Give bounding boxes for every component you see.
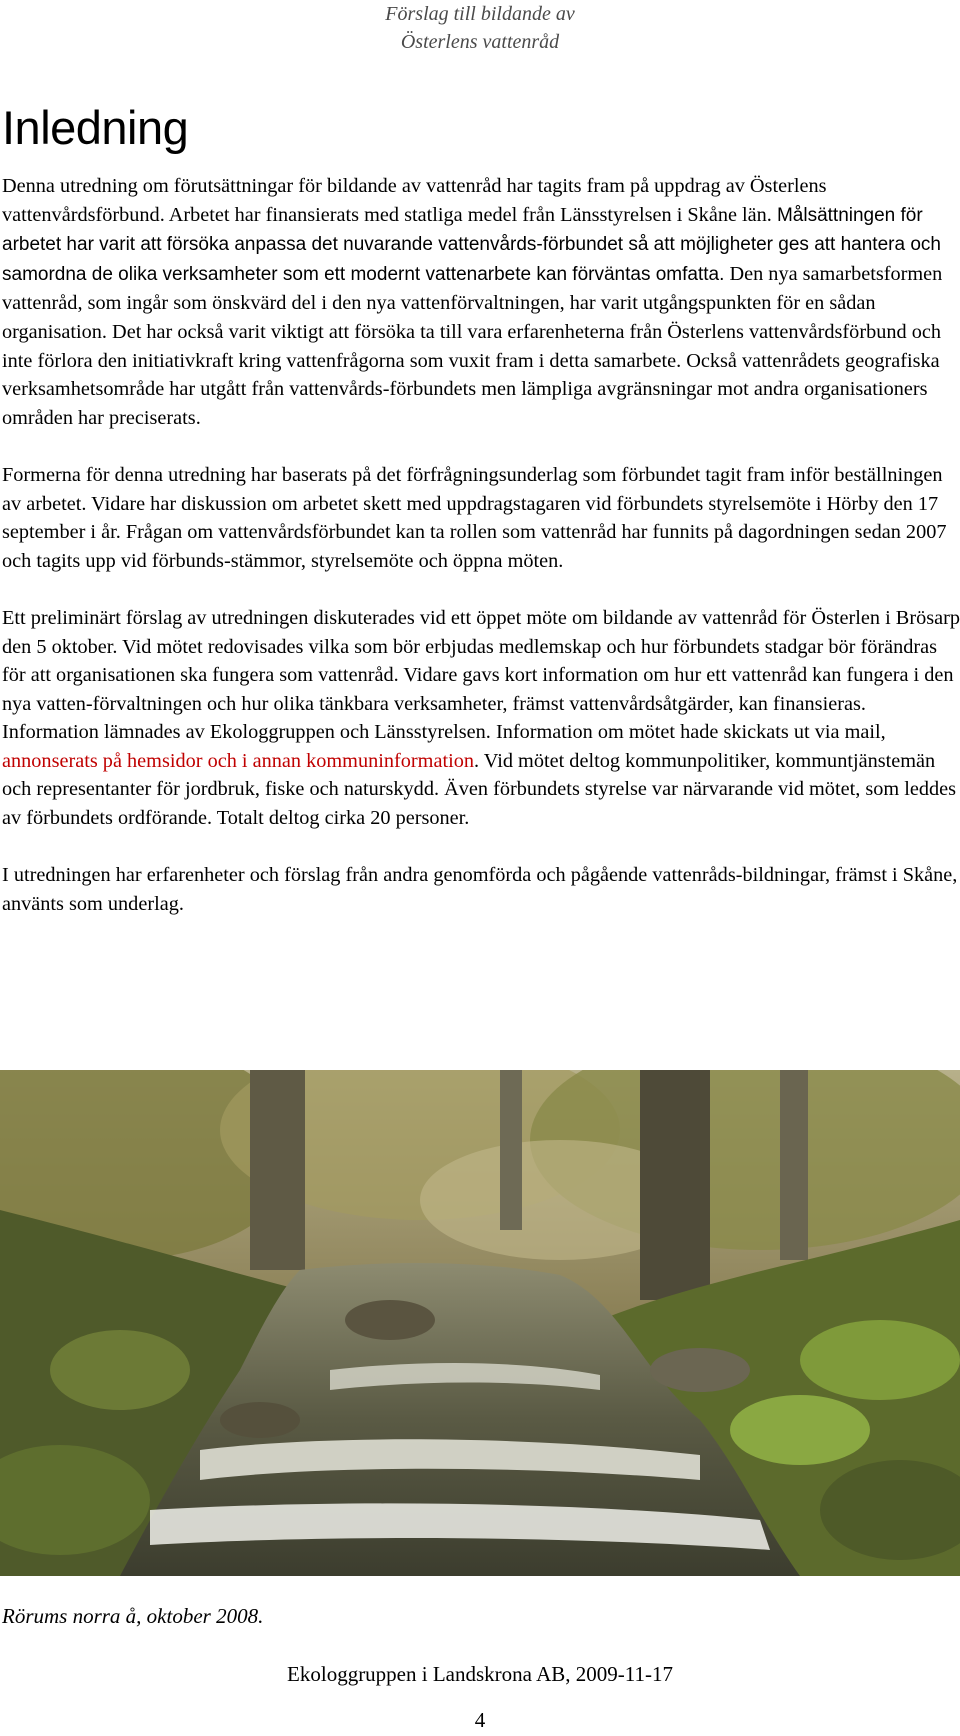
running-header <box>0 0 960 56</box>
header-line-1: Förslag till bildande av <box>385 3 575 25</box>
paragraph-intro <box>2 172 960 432</box>
paragraph-meeting <box>2 604 960 833</box>
stream-photo <box>0 1070 960 1576</box>
intro-sentence-4: Det har också varit viktigt att försöka ta till vara erfarenheterna från Österlens vattenvårdsförbund och inte förlora den initiativkraft kring vattenfrågorna som vuxit fram i detta samarbete. Också vattenrådets geografiska verksamhetsområde har utgått från vattenvårds-förbundets men lämpliga avgränsningar mot andra organisationers områden har preciserats. <box>2 320 941 429</box>
header-line-2: Österlens vattenråd <box>400 31 560 53</box>
intro-sentence-1: Denna utredning om förutsättningar för bildande av vattenråd har tagits fram på uppdrag av Österlens vattenvårdsförbund. Arbetet har finansierats med statliga medel från Länsstyrelsen i Skåne län. <box>2 175 827 226</box>
highlighted-text: annonserats på hemsidor och i annan kommuninformation <box>2 749 474 772</box>
intro-sentence-3: Den nya samarbetsformen vattenråd, som ingår som önskvärd del i den nya vattenförvaltningen, har varit utgångspunkten för en sådan organisation. <box>2 262 943 343</box>
paragraph-experience: I utredningen har erfarenheter och förslag från andra genomförda och pågående vattenråds-bildningar, främst i Skåne, använts som underlag. <box>2 864 958 915</box>
meeting-text-before: Ett preliminärt förslag av utredningen diskuterades vid ett öppet möte om bildande av vattenråd för Österlen i Brösarp den 5 oktober. Vid mötet redovisades vilka som bör erbjudas medlemskap och hur förbundets stadgar bör förändras för att organisationen ska fungera som vattenråd. Vidare gavs kort information om hur ett vattenråd kan fungera i den nya vatten-förvaltningen och hur olika tänkbara verksamheter, främst vattenvårdsåtgärder, kan finansieras. Information lämnades av Ekologgruppen och Länsstyrelsen. Information om mötet hade skickats ut via mail, <box>2 606 960 744</box>
paragraph-basis: Formerna för denna utredning har baserats på det förfrågningsunderlag som förbundet tagit fram inför beställningen av arbetet. Vidare har diskussion om arbetet skett med uppdragstagaren vid förbundets styrelsemöte i Hörby den 17 september i år. Frågan om vattenvårdsförbundet kan ta rollen som vattenråd har funnits på dagordningen sedan 2007 och tagits upp vid förbunds-stämmor, styrelsemöte och öppna möten. <box>2 463 947 572</box>
photo-caption: Rörums norra å, oktober 2008. <box>2 1604 264 1628</box>
section-heading: Inledning <box>2 101 189 154</box>
body-text <box>2 172 960 947</box>
page-footer: Ekologgruppen i Landskrona AB, 2009-11-17 <box>287 1662 673 1686</box>
page-number: 4 <box>474 1708 486 1732</box>
meeting-text-after: . Vid mötet deltog kommunpolitiker, kommuntjänstemän och representanter för jordbruk, fiske och naturskydd. Även förbundets styrelse var närvarande vid mötet, som leddes av förbundets ordförande. Totalt deltog cirka 20 personer. <box>2 749 957 830</box>
stream-photo-illustration <box>0 1070 960 1576</box>
intro-sentence-2: Målsättningen för arbetet har varit att försöka anpassa det nuvarande vattenvårds-förbundet så att möjligheter ges att hantera och samordna de olika verksamheter som ett modernt vattenarbete kan förväntas omfatta. <box>2 204 941 285</box>
